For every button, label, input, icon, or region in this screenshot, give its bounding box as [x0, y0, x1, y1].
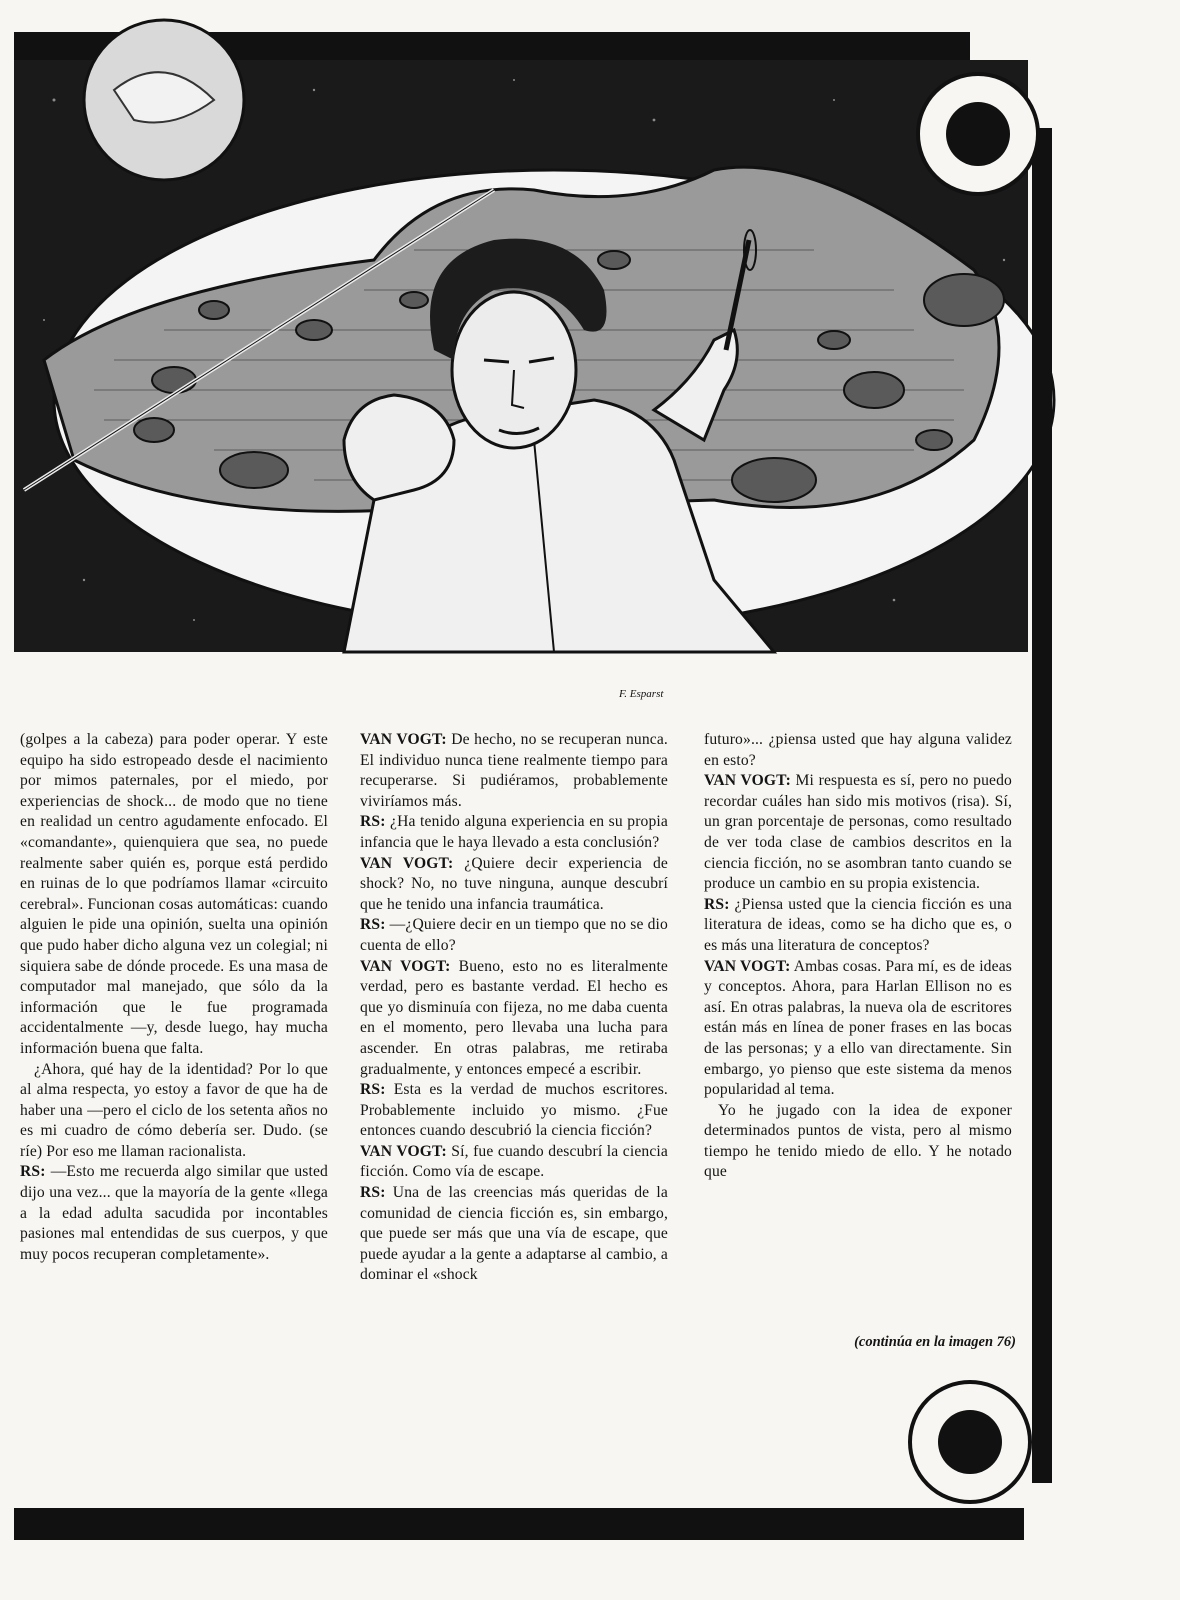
- paragraph: VAN VOGT: De hecho, no se recuperan nunca. El individuo nunca tiene realmente tiempo para recuperarse. Si pudiéramos, probablemente viviríamos más.: [360, 731, 668, 810]
- paragraph: ¿Ahora, qué hay de la identidad? Por lo que al alma respecta, yo estoy a favor de que ha de haber una —pero el ciclo de los setenta años no es mi cuadro de cómo debería ser. Dudo. (se ríe) Por eso me llaman racionalista.: [20, 1060, 328, 1160]
- paragraph: VAN VOGT: ¿Quiere decir experiencia de shock? No, no tuve ninguna, aunque descubrí que he tenido una infancia traumática.: [360, 854, 668, 913]
- text-column-1: [20, 730, 328, 1265]
- illustration-figure-with-needles-icon: [14, 60, 1028, 652]
- paragraph: futuro»... ¿piensa usted que hay alguna validez en esto?: [704, 731, 1012, 769]
- paragraph: RS: Una de las creencias más queridas de la comunidad de ciencia ficción es, sin embargo, que puede ser más que una vía de escape, que puede ayudar a la gente a adaptarse al cambio, a dominar el «shock: [360, 1184, 668, 1284]
- text-column-3: [704, 730, 1012, 1183]
- paragraph: RS: ¿Piensa usted que la ciencia ficción es una literatura de ideas, como se ha dicho que es, o es más una literatura de conceptos?: [704, 895, 1012, 954]
- paragraph: VAN VOGT: Mi respuesta es sí, pero no puedo recordar cuáles han sido mis motivos (risa). Sí, un gran porcentaje de personas, como resultado de ver toda clase de cambios descritos en la ciencia ficción, no se asombran tanto cuando se produce un cambio en su propia existencia.: [704, 772, 1012, 893]
- bottom-frame-bar: [14, 1508, 1024, 1540]
- paragraph: VAN VOGT: Bueno, esto no es literalmente verdad, pero es bastante verdad. El hecho es que yo disminuía con fijeza, no me daba cuenta en el momento, pero llevaba una lucha para ascender. En otras palabras, me retiraba gradualmente, y entonces empecé a escribir.: [360, 957, 668, 1078]
- paragraph: VAN VOGT: Ambas cosas. Para mí, es de ideas y conceptos. Ahora, para Harlan Ellison no es así. En otras palabras, la nueva ola de escritores están más en línea de poner frases en las bocas de las personas; y a ello van directamente. Sin embargo, yo pienso que este sistema da menos popularidad al tema.: [704, 957, 1012, 1099]
- paragraph: (golpes a la cabeza) para poder operar. Y este equipo ha sido estropeado desde el nacimiento por mimos paternales, por el miedo, por experiencias de shock... de modo que no tiene en realidad un centro agudamente enfocado. El «comandante», quienquiera que sea, no puede realmente saber quién es, porque está perdido en ruinas de lo que podríamos llamar «circuito cerebral». Funcionan cosas automáticas: cuando alguien le pide una opinión, suelta una opinión que pudo haber dicho alguna vez un colegial; ni siquiera sabe de dónde procede. Es una masa de computador mal manejado, que sólo da la información que le fue programada accidentalmente —y, desde luego, hay mucha información buena que falta.: [20, 731, 328, 1057]
- right-frame-bar: [1032, 128, 1052, 1483]
- circle-ornament-icon: [916, 72, 1040, 196]
- paragraph: RS: Esta es la verdad de muchos escritores. Probablemente incluido yo mismo. ¿Fue entonces cuando descubrió la ciencia ficción?: [360, 1081, 668, 1140]
- paragraph: RS: —¿Quiere decir en un tiempo que no se dio cuenta de ello?: [360, 916, 668, 954]
- paragraph: VAN VOGT: Sí, fue cuando descubrí la ciencia ficción. Como vía de escape.: [360, 1142, 668, 1181]
- illustration: [14, 60, 1028, 700]
- paragraph: RS: ¿Ha tenido alguna experiencia en su propia infancia que le haya llevado a esta conclusión?: [360, 813, 668, 851]
- paragraph: RS: —Esto me recuerda algo similar que usted dijo una vez... que la mayoría de la gente «llega a la edad adulta sacudida por incontables pasiones mal entendidas de sus cuerpos, y que muy pocos recuperan completamente».: [20, 1163, 328, 1263]
- text-column-2: [360, 730, 668, 1286]
- paragraph: Yo he jugado con la idea de exponer determinados puntos de vista, pero al mismo tiempo he tenido miedo de ello. Y he notado que: [704, 1101, 1012, 1181]
- continuation-note: (continúa en la imagen 76): [854, 1334, 1016, 1350]
- artist-signature: F. Esparst: [619, 688, 664, 700]
- circle-ornament-icon: [908, 1380, 1032, 1504]
